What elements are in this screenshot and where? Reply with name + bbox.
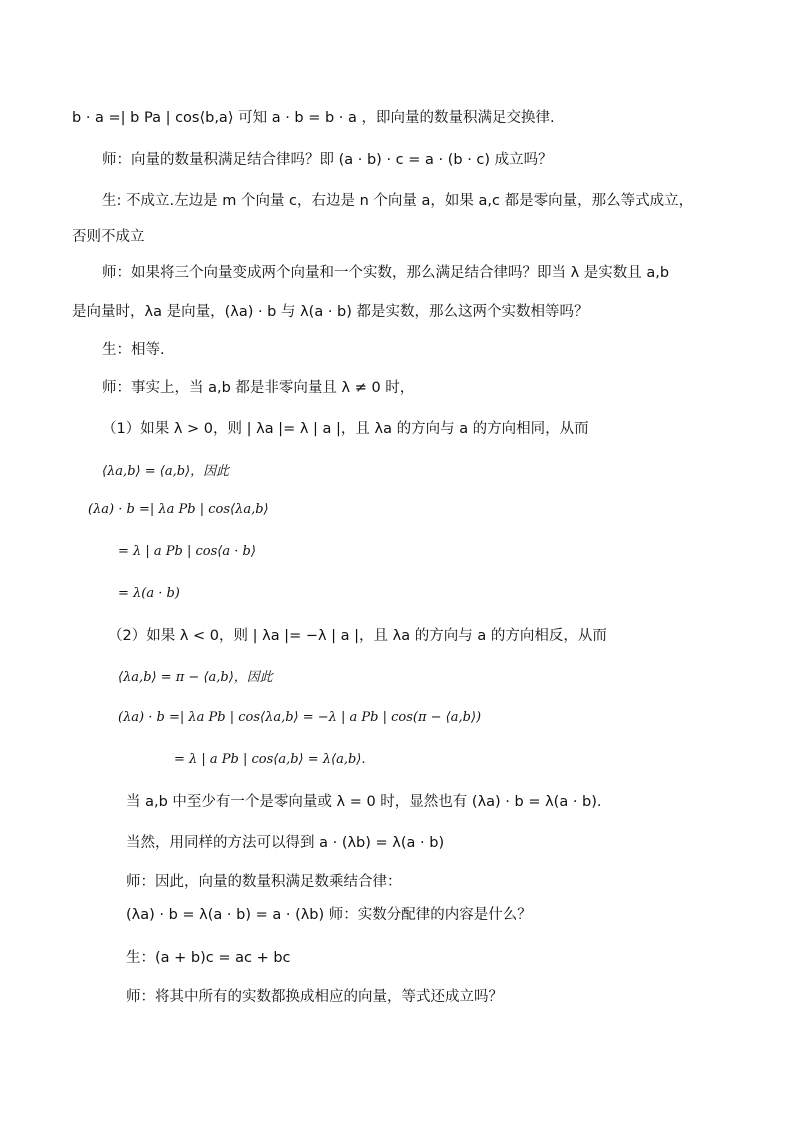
text-line-1: b · a =| b Pa | cos⟨b,a⟩ 可知 a · b = b · a ，即向量的数量积满足交换律. bbox=[72, 110, 555, 126]
text-line-7: 生：相等. bbox=[102, 342, 165, 358]
formula-line-17: = λ | a Pb | cos⟨a,b⟩ = λ⟨a,b⟩. bbox=[174, 752, 366, 767]
formula-line-16: (λa) · b =| λa Pb | cos⟨λa,b⟩ = −λ | a Pb | cos(π − ⟨a,b⟩) bbox=[118, 710, 482, 725]
formula-line-15: ⟨λa,b⟩ = π − ⟨a,b⟩，因此 bbox=[118, 670, 273, 685]
text-line-20: 师：因此，向量的数量积满足数乘结合律： bbox=[126, 874, 402, 890]
text-line-8: 师：事实上，当 a,b 都是非零向量且 λ ≠ 0 时， bbox=[102, 380, 415, 396]
text-line-5: 师：如果将三个向量变成两个向量和一个实数，那么满足结合律吗？即当 λ 是实数且 a,b bbox=[102, 265, 670, 281]
text-line-21: (λa) · b = λ(a · b) = a · (λb) 师：实数分配律的内容是什么？ bbox=[126, 907, 532, 923]
text-line-2: 师：向量的数量积满足结合律吗？即 (a · b) · c = a · (b · c) 成立吗？ bbox=[102, 152, 553, 168]
text-line-18: 当 a,b 中至少有一个是零向量或 λ = 0 时，显然也有 (λa) · b = λ(a · b). bbox=[126, 794, 602, 810]
text-line-22: 生：(a + b)c = ac + bc bbox=[126, 950, 291, 966]
text-line-19: 当然，用同样的方法可以得到 a · (λb) = λ(a · b) bbox=[126, 835, 445, 851]
formula-line-10: ⟨λa,b⟩ = ⟨a,b⟩，因此 bbox=[102, 464, 230, 479]
text-line-23: 师：将其中所有的实数都换成相应的向量，等式还成立吗？ bbox=[126, 989, 503, 1005]
text-line-14: （2）如果 λ < 0，则 | λa |= −λ | a |，且 λa 的方向与 a 的方向相反，从而 bbox=[108, 628, 607, 644]
formula-line-13: = λ(a · b) bbox=[118, 586, 180, 601]
formula-line-11: (λa) · b =| λa Pb | cos⟨λa,b⟩ bbox=[88, 502, 269, 517]
text-line-6: 是向量时，λa 是向量，(λa) · b 与 λ(a · b) 都是实数，那么这两个实数相等吗？ bbox=[72, 304, 589, 320]
text-line-3: 生: 不成立.左边是 m 个向量 c，右边是 n 个向量 a，如果 a,c 都是零向量，那么等式成立， bbox=[102, 193, 694, 209]
text-line-4: 否则不成立 bbox=[72, 229, 145, 245]
formula-line-12: = λ | a Pb | cos⟨a · b⟩ bbox=[118, 544, 256, 559]
text-line-9: （1）如果 λ > 0，则 | λa |= λ | a |，且 λa 的方向与 a 的方向相同，从而 bbox=[102, 421, 589, 437]
